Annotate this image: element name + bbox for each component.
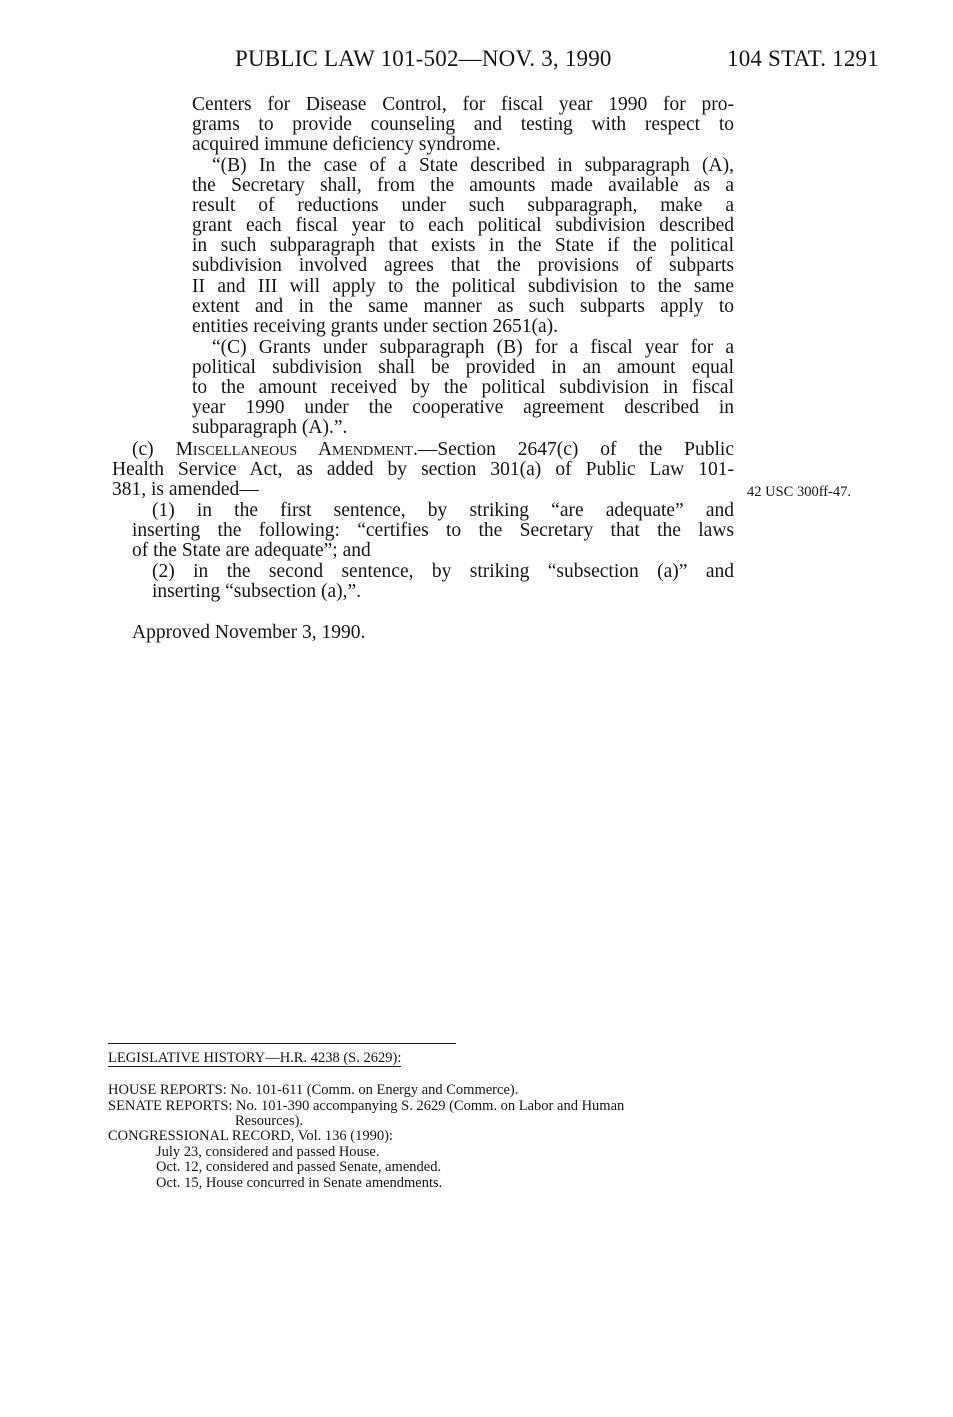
margin-note: 42 USC 300ff-47. — [747, 484, 852, 500]
para-b-line: “(B) In the case of a State described in subparagraph (A), — [212, 155, 734, 176]
para-c-line: political subdivision shall be provided in an amount equal — [192, 357, 734, 378]
para-b-line: grant each fiscal year to each political subdivision described — [192, 215, 734, 236]
running-head: PUBLIC LAW 101-502—NOV. 3, 1990 — [235, 46, 612, 71]
footnote-rule — [108, 1043, 456, 1044]
record-event: Oct. 12, considered and passed Senate, amended. — [156, 1159, 442, 1175]
para-c-line: “(C) Grants under subparagraph (B) for a fiscal year for a — [212, 337, 734, 358]
senate-reports-cont: Resources). — [235, 1113, 304, 1129]
misc-line1-rest: —Section 2647(c) of the Public — [417, 439, 735, 460]
record-event: Oct. 15, House concurred in Senate amendments. — [156, 1175, 443, 1191]
body-line: acquired immune deficiency syndrome. — [192, 134, 501, 155]
para-c-line: year 1990 under the cooperative agreement described in — [192, 397, 734, 418]
record-event: July 23, considered and passed House. — [156, 1144, 380, 1160]
body-line: grams to provide counseling and testing with respect to — [192, 114, 734, 135]
misc-label: (c) — [132, 439, 154, 460]
para-b-line: entities receiving grants under section 2651(a). — [192, 316, 559, 337]
item-2-line: inserting “subsection (a),”. — [152, 581, 362, 602]
item-2-line: (2) in the second sentence, by striking “subsection (a)” and — [152, 561, 734, 582]
para-b-line: the Secretary shall, from the amounts made available as a — [192, 175, 734, 196]
item-1-line: inserting the following: “certifies to the Secretary that the laws — [132, 520, 734, 541]
item-1-line: of the State are adequate”; and — [132, 540, 371, 561]
para-b-line: II and III will apply to the political subdivision to the same — [192, 276, 734, 297]
legislative-history-heading: LEGISLATIVE HISTORY—H.R. 4238 (S. 2629): — [108, 1050, 402, 1066]
para-b-line: subdivision involved agrees that the provisions of subparts — [192, 255, 734, 276]
para-c-line: to the amount received by the political subdivision in fiscal — [192, 377, 734, 398]
page-number: 104 STAT. 1291 — [727, 46, 879, 71]
body-line: Centers for Disease Control, for fiscal year 1990 for pro- — [192, 94, 734, 115]
misc-amendment-line — [132, 440, 734, 460]
misc-amendment-line: Health Service Act, as added by section 301(a) of Public Law 101- — [112, 459, 734, 480]
item-1-line: (1) in the first sentence, by striking “are adequate” and — [152, 500, 734, 521]
para-b-line: extent and in the same manner as such subparts apply to — [192, 296, 734, 317]
congressional-record: CONGRESSIONAL RECORD, Vol. 136 (1990): — [108, 1128, 393, 1144]
para-c-line: subparagraph (A).”. — [192, 417, 348, 438]
para-b-line: in such subparagraph that exists in the State if the political — [192, 235, 734, 256]
house-reports: HOUSE REPORTS: No. 101-611 (Comm. on Energy and Commerce). — [108, 1082, 519, 1098]
approved-date: Approved November 3, 1990. — [132, 622, 366, 643]
misc-amendment-line: 381, is amended— — [112, 479, 259, 500]
para-b-line: result of reductions under such subparagraph, make a — [192, 195, 734, 216]
misc-heading: Miscellaneous Amendment. — [175, 439, 418, 460]
senate-reports: SENATE REPORTS: No. 101-390 accompanying S. 2629 (Comm. on Labor and Human — [108, 1098, 625, 1114]
